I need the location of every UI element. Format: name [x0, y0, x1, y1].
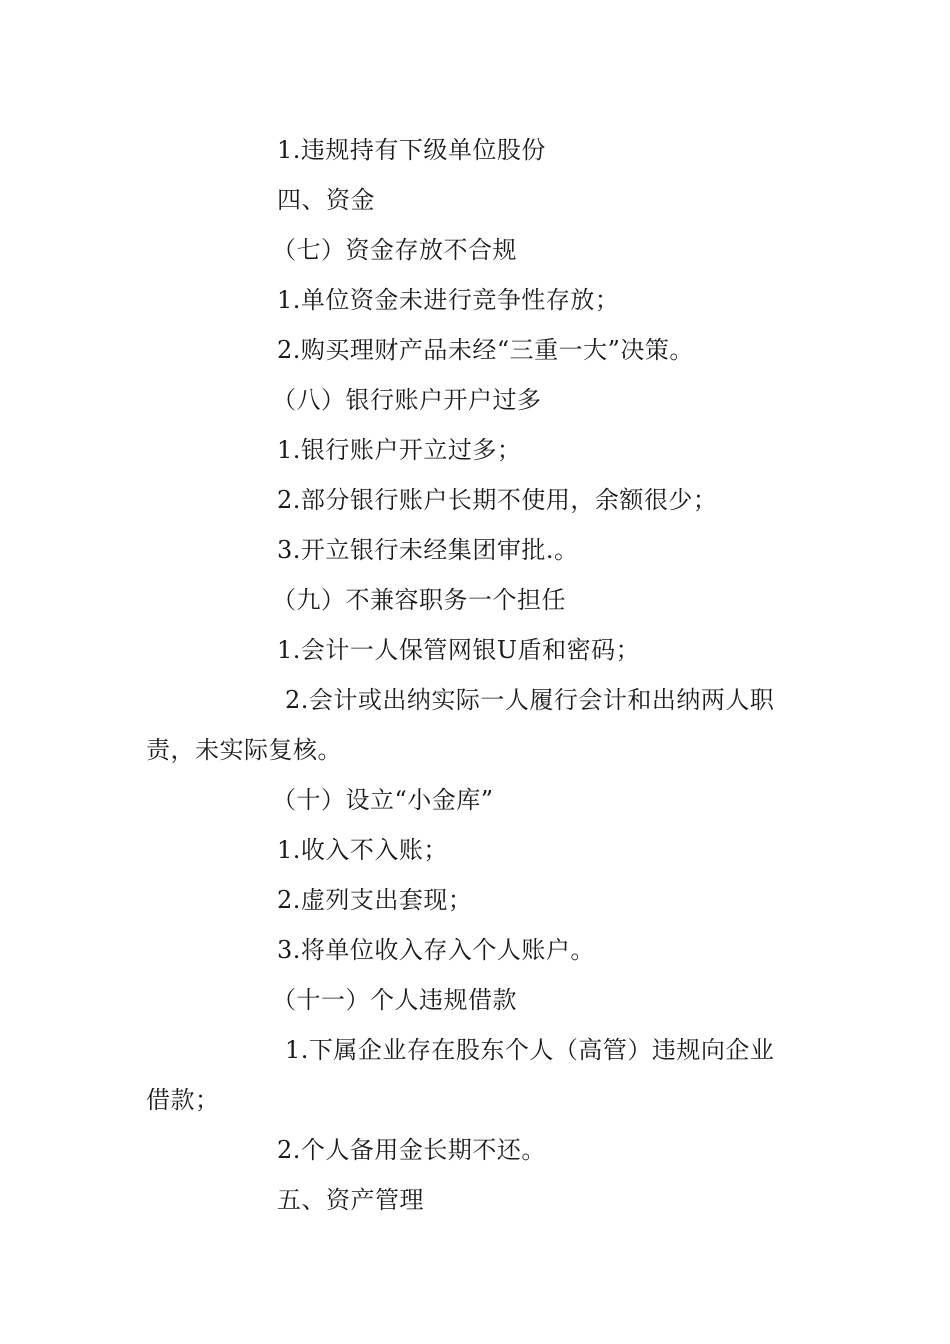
list-item: 1.收入不入账； — [277, 836, 448, 864]
list-item: 1.下属企业存在股东个人（高管）违规向企业 — [285, 1036, 775, 1064]
section-heading: 四、资金 — [277, 186, 375, 214]
list-item-continuation: 责，未实际复核。 — [146, 736, 342, 764]
subsection-heading: （九）不兼容职务一个担任 — [272, 586, 566, 614]
section-heading: 五、资产管理 — [277, 1186, 424, 1214]
list-item: 1.银行账户开立过多； — [277, 436, 522, 464]
list-item: 2.个人备用金长期不还。 — [277, 1136, 546, 1164]
list-item: 2.购买理财产品未经“三重一大”决策。 — [277, 336, 694, 364]
subsection-heading: （八）银行账户开户过多 — [272, 386, 542, 414]
list-item: 3.将单位收入存入个人账户。 — [277, 936, 595, 964]
list-item: 1.会计一人保管网银U盾和密码； — [277, 636, 641, 664]
list-item: 2.会计或出纳实际一人履行会计和出纳两人职 — [285, 686, 775, 714]
list-item: 2.虚列支出套现； — [277, 886, 473, 914]
list-item: 2.部分银行账户长期不使用，余额很少； — [277, 486, 718, 514]
subsection-heading: （十一）个人违规借款 — [272, 986, 517, 1014]
list-item: 3.开立银行未经集团审批.。 — [277, 536, 579, 564]
list-item: 1.单位资金未进行竞争性存放； — [277, 286, 620, 314]
subsection-heading: （七）资金存放不合规 — [272, 236, 517, 264]
list-item-continuation: 借款； — [146, 1086, 220, 1114]
list-item: 1.违规持有下级单位股份 — [277, 136, 546, 164]
subsection-heading: （十）设立“小金库” — [272, 786, 494, 814]
